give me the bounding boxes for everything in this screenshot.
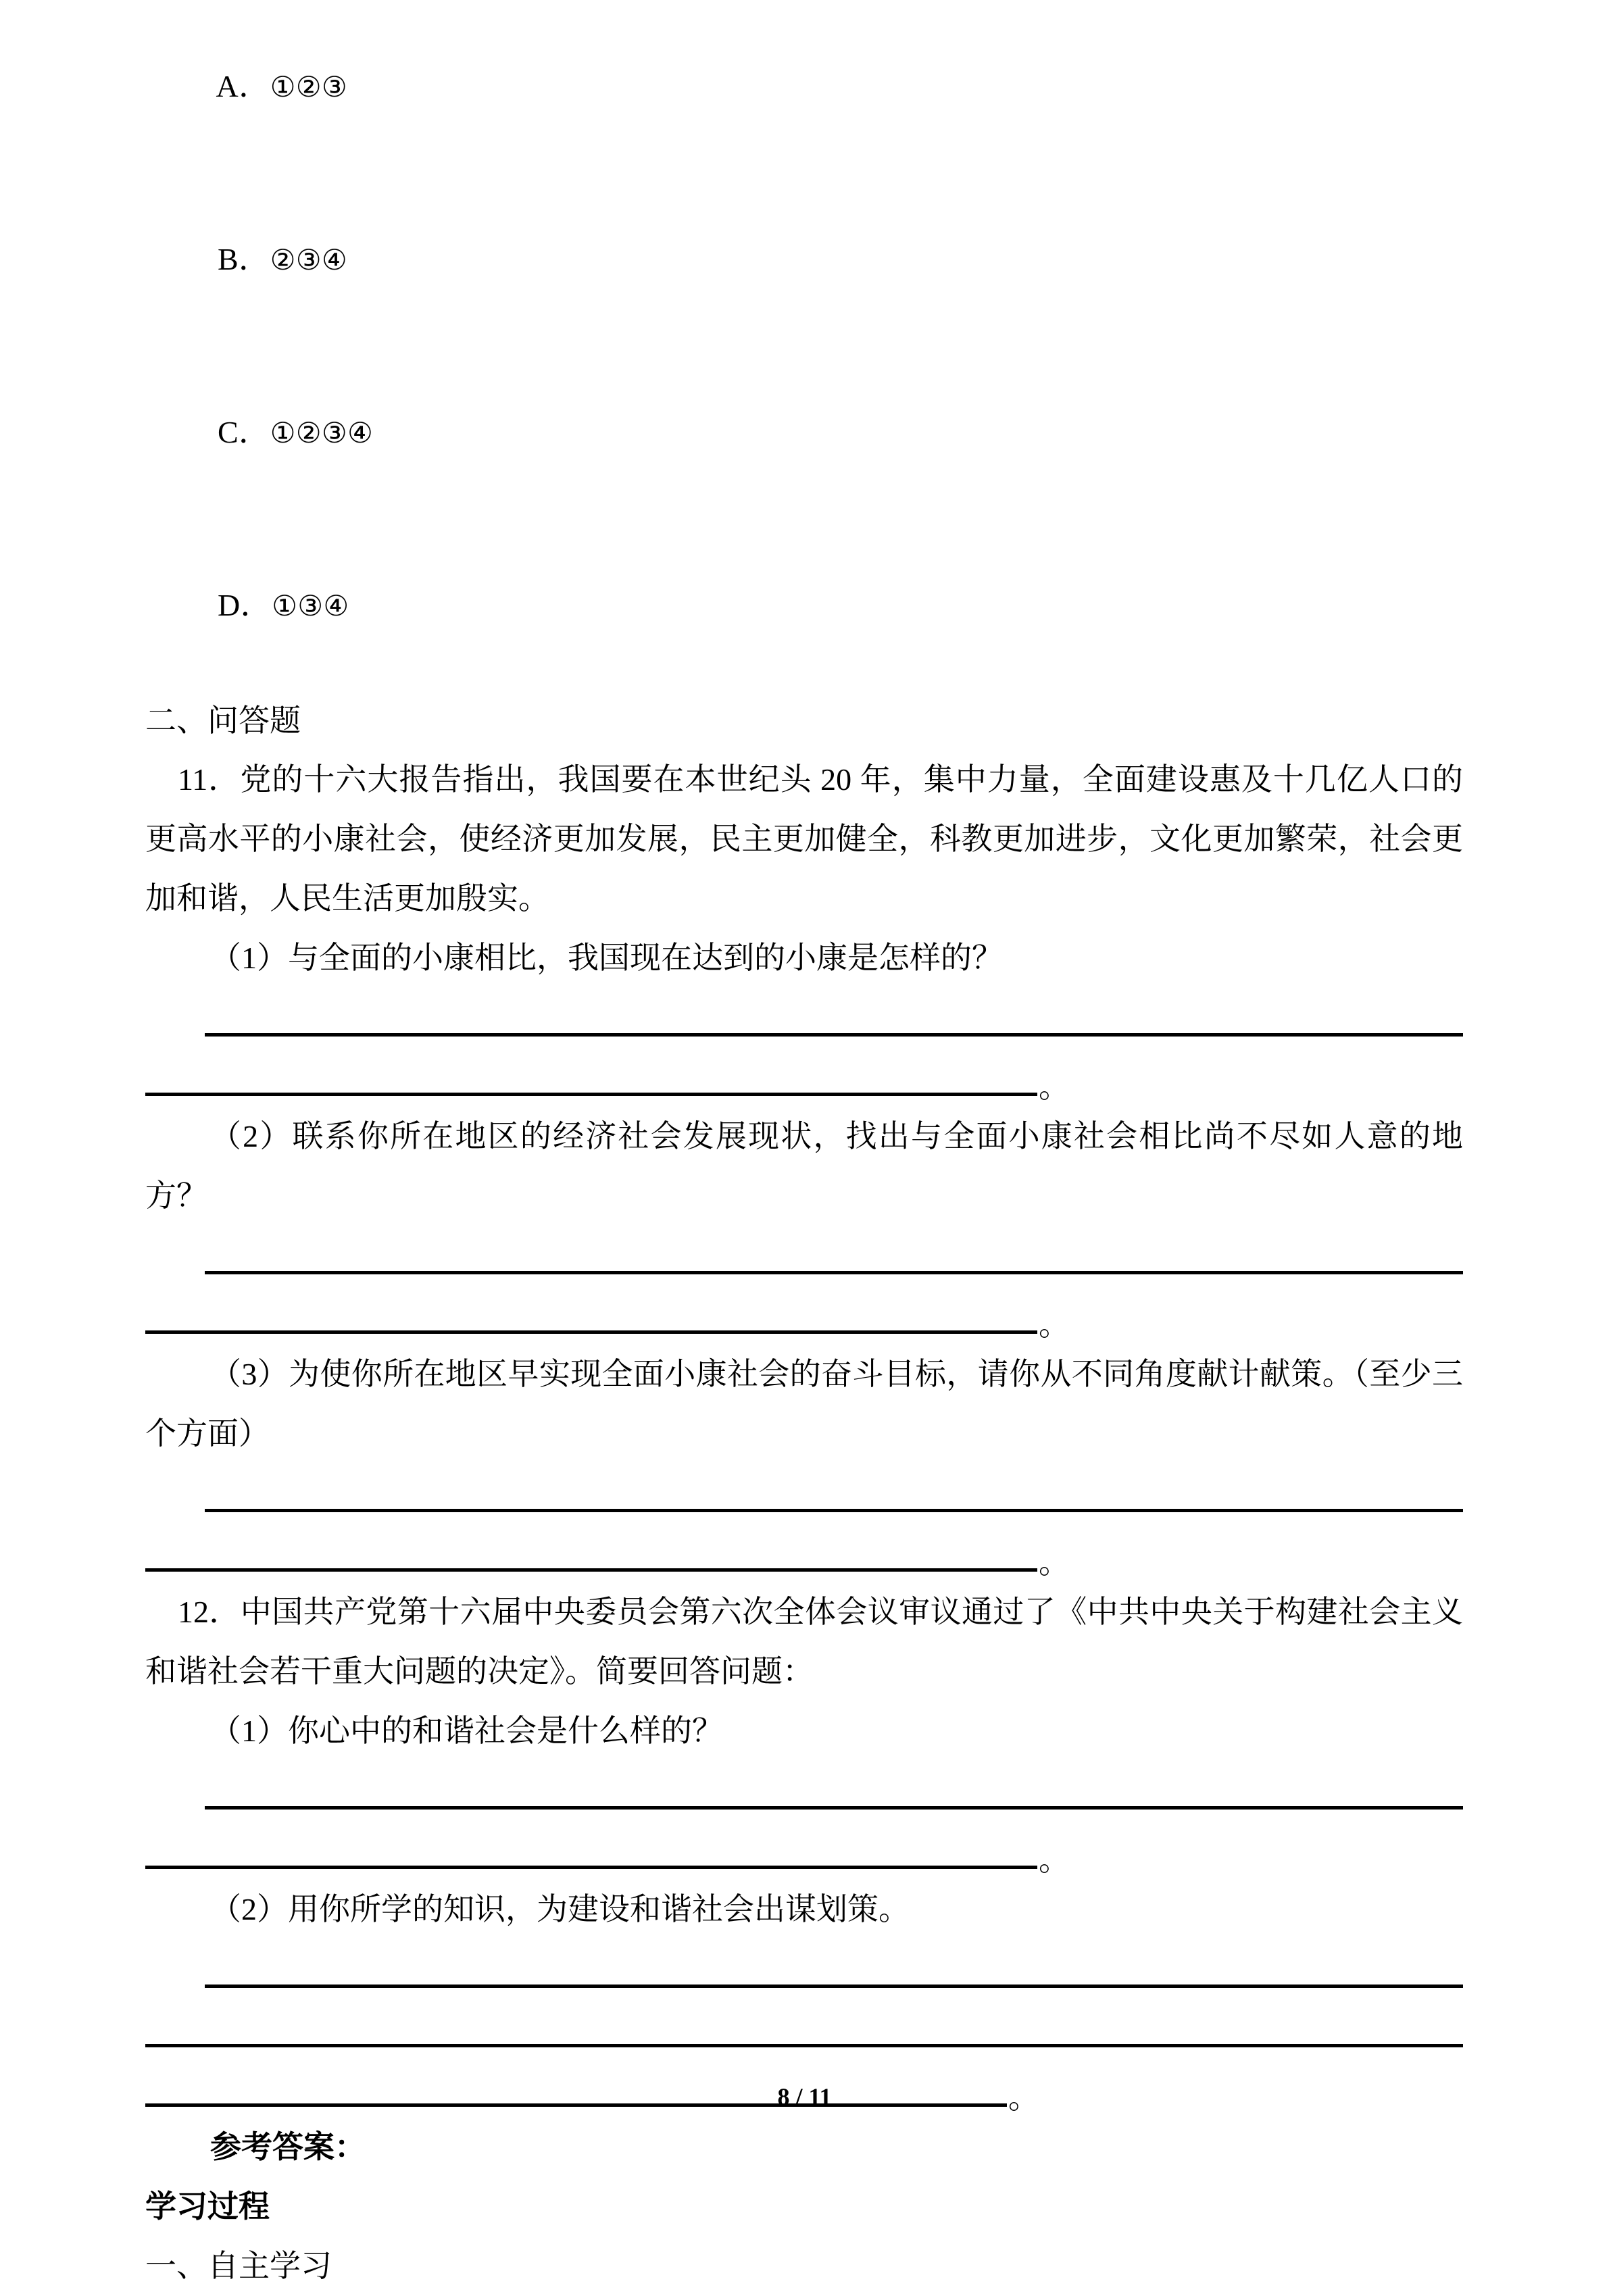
question-12-stem: 12．中国共产党第十六届中央委员会第六次全体会议审议通过了《中共中央关于构建社会主义和谐社会若干重大问题的决定》。简要回答问题： <box>145 1595 1463 1689</box>
section-heading-essay: 二、问答题 <box>145 703 301 738</box>
answer-line-row <box>145 1523 1463 1582</box>
question-12-sub-2: （2）用你所学的知识，为建设和谐社会出谋划策。 <box>210 1892 910 1926</box>
question-11-sub-3: （3）为使你所在地区早实现全面小康社会的奋斗目标，请你从不同角度献计献策。（至少三个方面） <box>145 1357 1463 1451</box>
answer-rule <box>145 1568 1037 1572</box>
answer-line-row <box>145 1464 1463 1523</box>
answer-line-period: 。 <box>1008 2080 1039 2115</box>
choice-value-a: ①②③ <box>270 70 348 103</box>
choice-value-b: ②③④ <box>270 243 348 276</box>
page-content <box>145 0 1463 2296</box>
answer-lines-11-1 <box>145 988 1463 1107</box>
answer-line-period: 。 <box>1039 1843 1070 1877</box>
answer-lines-11-2 <box>145 1226 1463 1345</box>
answers-section-item: 一、自主学习 <box>145 2249 332 2283</box>
question-12-sub-1: （1）你心中的和谐社会是什么样的？ <box>210 1714 723 1748</box>
answer-lines-12-1 <box>145 1761 1463 1880</box>
choice-value-d: ①③④ <box>272 589 349 622</box>
answer-rule <box>205 1985 1463 1988</box>
answer-rule <box>205 1271 1463 1274</box>
answer-lines-11-3 <box>145 1464 1463 1582</box>
choice-letter-d: D． <box>218 588 272 622</box>
answers-section-title: 参考答案： <box>210 2130 366 2164</box>
answer-rule <box>145 2044 1463 2047</box>
page-footer <box>0 2082 1609 2111</box>
choice-letter-b: B． <box>218 242 270 276</box>
question-11-sub-1: （1）与全面的小康相比，我国现在达到的小康是怎样的？ <box>210 941 1003 975</box>
answer-line-row <box>145 1226 1463 1285</box>
answer-rule <box>145 1330 1037 1334</box>
answer-line-period: 。 <box>1039 1070 1070 1104</box>
question-11-sub-2: （2）联系你所在地区的经济社会发展现状，找出与全面小康社会相比尚不尽如人意的地方？ <box>145 1119 1463 1213</box>
choice-option-a <box>145 0 1463 173</box>
page-number: 8 / 11 <box>777 2083 832 2110</box>
question-11-stem: 11．党的十六大报告指出，我国要在本世纪头 20 年，集中力量，全面建设惠及十几亿人口的更高水平的小康社会，使经济更加发展，民主更加健全，科教更加进步，文化更加繁荣，社会更加和谐，人民生活更加殷实。 <box>145 762 1463 916</box>
answer-line-period: 。 <box>1039 1545 1070 1580</box>
answer-line-row <box>145 1999 1463 2058</box>
choice-option-c <box>145 346 1463 519</box>
answer-line-row <box>145 988 1463 1047</box>
answer-line-row <box>145 1820 1463 1880</box>
answer-rule <box>205 1509 1463 1512</box>
answer-line-period: 。 <box>1039 1307 1070 1342</box>
answer-rule <box>145 1866 1037 1869</box>
answer-rule <box>145 1093 1037 1096</box>
answer-line-row <box>145 1761 1463 1820</box>
answer-line-row <box>145 1047 1463 1107</box>
choice-value-c: ①②③④ <box>270 416 374 449</box>
answer-rule <box>205 1033 1463 1037</box>
answer-line-row <box>145 1939 1463 1999</box>
choice-option-d <box>145 519 1463 692</box>
choice-letter-a: A． <box>216 69 270 103</box>
choice-option-b <box>145 173 1463 346</box>
answers-section-subtitle: 学习过程 <box>145 2189 270 2224</box>
choice-letter-c: C． <box>218 415 270 449</box>
answer-line-row <box>145 1285 1463 1345</box>
answer-rule <box>205 1806 1463 1810</box>
